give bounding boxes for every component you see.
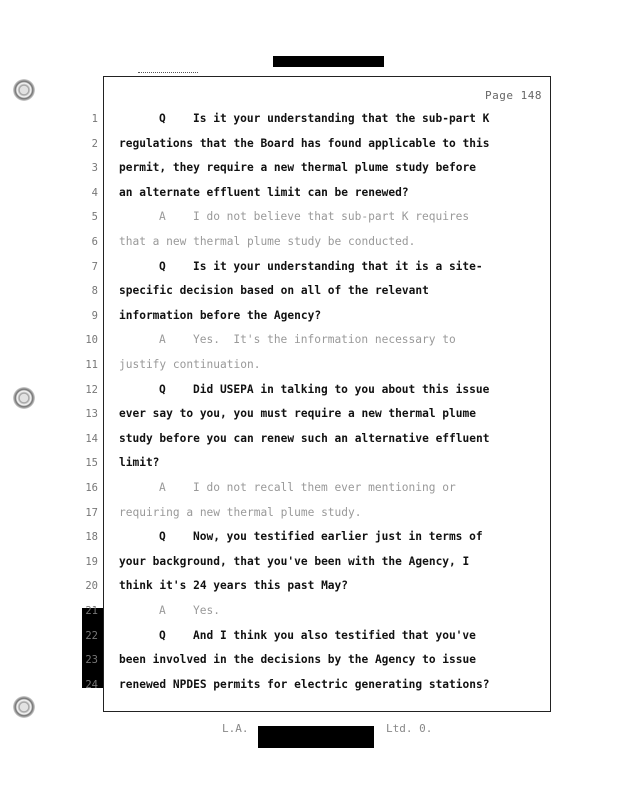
page-number: Page 148 — [485, 89, 542, 102]
speaker-label: A — [159, 210, 166, 224]
line-number: 16 — [85, 482, 98, 494]
line-number: 1 — [91, 113, 98, 125]
line-number: 21 — [85, 605, 98, 617]
line-text: Is it your understanding that the sub-part K — [193, 112, 490, 125]
line-text: specific decision based on all of the relevant — [119, 284, 429, 298]
transcript-line — [0, 478, 618, 498]
line-text: think it's 24 years this past May? — [119, 579, 349, 593]
line-text: regulations that the Board has found applicable to this — [119, 136, 490, 150]
footer-left-text: L.A. — [222, 722, 249, 735]
transcript-line — [0, 330, 618, 350]
line-number: 20 — [85, 580, 98, 593]
transcript-line — [0, 207, 618, 227]
line-text: I do not believe that sub-part K requires — [193, 210, 470, 224]
transcript-line — [0, 626, 618, 646]
line-text: permit, they require a new thermal plume study before — [119, 161, 476, 175]
line-text: Yes. It's the information necessary to — [193, 333, 456, 347]
line-text: been involved in the decisions by the Agency to issue — [119, 653, 476, 667]
line-text: requiring a new thermal plume study. — [119, 505, 362, 519]
line-number: 6 — [91, 236, 98, 248]
transcript-line — [0, 158, 618, 178]
transcript-line — [0, 109, 618, 129]
line-text: that a new thermal plume study be conducted. — [119, 235, 416, 248]
speaker-label: Q — [159, 530, 166, 544]
transcript-line — [0, 453, 618, 473]
transcript-line — [0, 232, 618, 252]
line-number: 22 — [85, 629, 98, 642]
line-number: 11 — [85, 359, 98, 371]
punch-hole-top — [13, 79, 35, 101]
transcript-line — [0, 134, 618, 154]
transcript-line — [0, 527, 618, 547]
transcript-line — [0, 355, 618, 375]
transcript-line — [0, 183, 618, 203]
speaker-label: Q — [159, 112, 166, 125]
line-number: 9 — [91, 309, 98, 322]
transcript-line — [0, 552, 618, 572]
frame-dotted-mark — [138, 72, 198, 74]
line-text: renewed NPDES permits for electric generating stations? — [119, 677, 490, 691]
line-text: Now, you testified earlier just in terms of — [193, 530, 483, 544]
line-text: study before you can renew such an alternative effluent — [119, 431, 490, 445]
speaker-label: Q — [159, 382, 166, 396]
line-text: I do not recall them ever mentioning or — [193, 481, 456, 494]
transcript-line — [0, 503, 618, 523]
transcript-line — [0, 650, 618, 670]
line-number: 5 — [91, 211, 98, 224]
transcript-line — [0, 429, 618, 449]
line-text: ever say to you, you must require a new thermal plume — [119, 407, 476, 421]
line-text: information before the Agency? — [119, 308, 322, 322]
line-number: 10 — [85, 334, 98, 347]
line-text: And I think you also testified that you've — [193, 628, 476, 642]
line-text: Yes. — [193, 604, 220, 617]
speaker-label: A — [159, 604, 166, 617]
line-number: 4 — [91, 186, 98, 199]
transcript-line — [0, 675, 618, 695]
line-number: 13 — [85, 408, 98, 421]
transcript-line — [0, 601, 618, 621]
line-text: an alternate effluent limit can be renewed? — [119, 185, 409, 199]
line-number: 7 — [91, 260, 98, 273]
footer-right-text: Ltd. 0. — [386, 722, 433, 735]
transcript-line — [0, 380, 618, 400]
line-number: 8 — [91, 285, 98, 298]
line-text: Is it your understanding that it is a site- — [193, 259, 483, 273]
bottom-redaction-bar — [258, 726, 374, 748]
transcript-line — [0, 306, 618, 326]
line-number: 19 — [85, 555, 98, 568]
speaker-label: Q — [159, 259, 166, 273]
line-number: 14 — [85, 432, 98, 445]
top-redaction-bar — [273, 56, 384, 67]
speaker-label: Q — [159, 628, 166, 642]
line-text: limit? — [119, 456, 160, 470]
transcript-line — [0, 576, 618, 596]
speaker-label: A — [159, 333, 166, 347]
line-number: 15 — [85, 457, 98, 470]
line-number: 24 — [85, 678, 98, 691]
transcript-line — [0, 281, 618, 301]
line-number: 18 — [85, 531, 98, 544]
line-number: 3 — [91, 162, 98, 175]
transcript-line — [0, 404, 618, 424]
punch-hole-bottom — [13, 696, 35, 718]
line-number: 2 — [91, 137, 98, 150]
line-text: your background, that you've been with the Agency, I — [119, 554, 470, 568]
speaker-label: A — [159, 481, 166, 494]
line-number: 12 — [85, 383, 98, 396]
line-number: 17 — [85, 506, 98, 519]
line-text: Did USEPA in talking to you about this issue — [193, 382, 490, 396]
transcript-line — [0, 257, 618, 277]
line-text: justify continuation. — [119, 358, 261, 371]
line-number: 23 — [85, 654, 98, 667]
